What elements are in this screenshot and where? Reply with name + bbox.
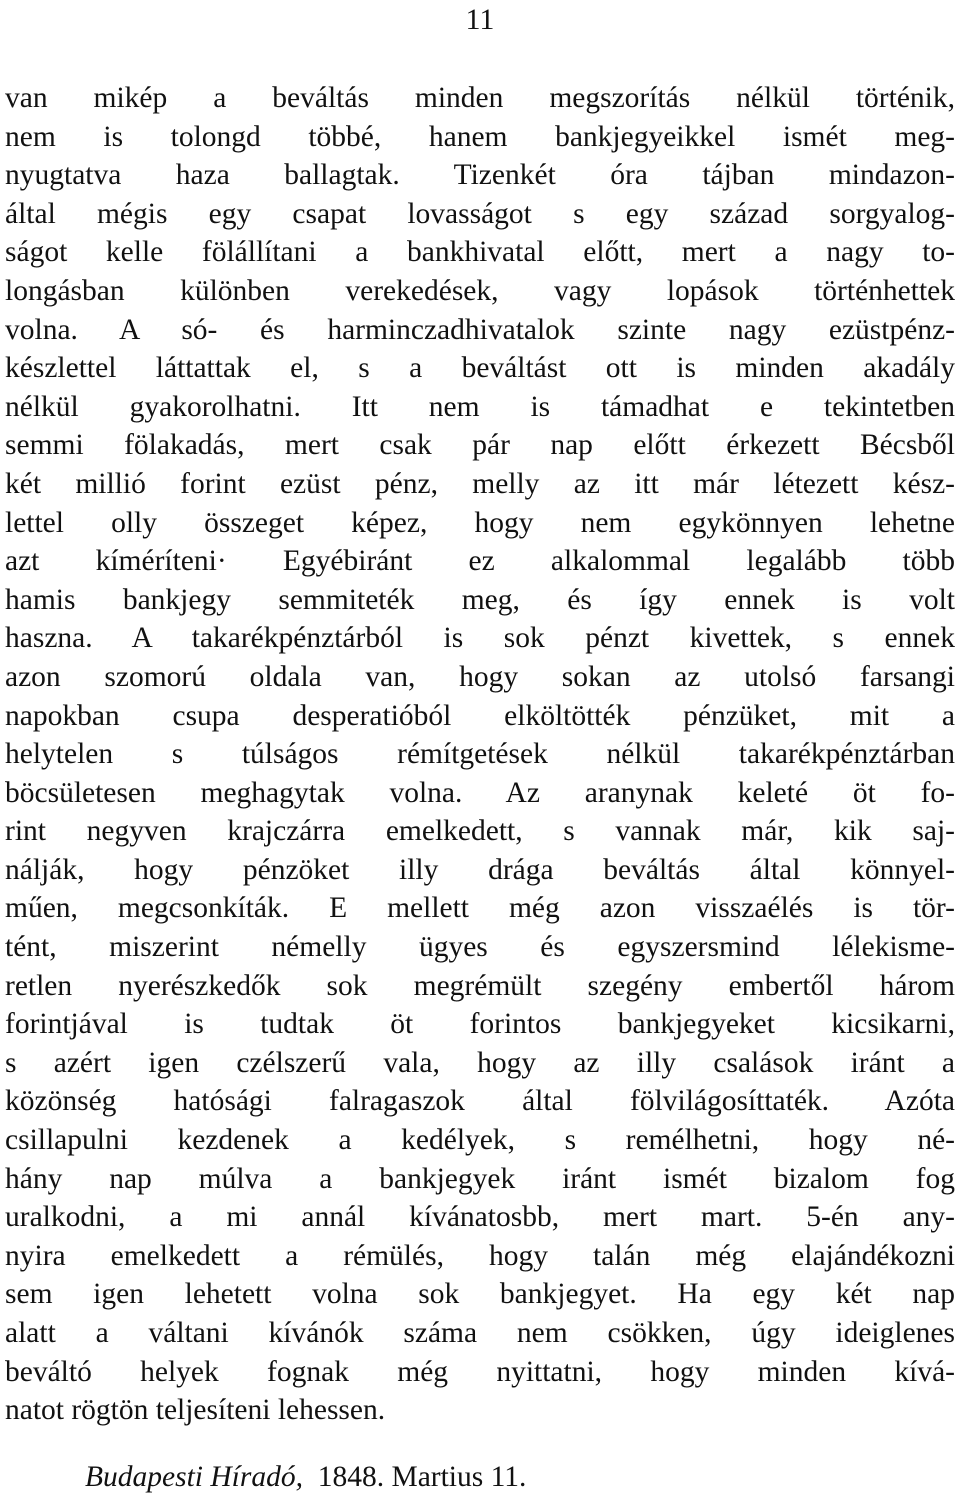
text-line: longásban különben verekedések, vagy lopások történhettek: [5, 274, 955, 307]
text-line: nálják, hogy pénzöket illy drága beváltás által könnyel-: [5, 853, 955, 886]
text-line: lettel olly összeget képez, hogy nem egykönnyen lehetne: [5, 506, 955, 539]
text-line: nyugtatva haza ballagtak. Tizenkét óra tájban mindazon-: [5, 159, 955, 192]
article-body: [5, 79, 955, 1430]
text-line: közönség hatósági falragaszok által fölvilágosíttaték. Azóta: [5, 1085, 955, 1118]
text-line: volna. A só- és harminczadhivatalok szinte nagy ezüstpénz-: [5, 313, 955, 346]
text-line: haszna. A takarékpénztárból is sok pénzt kivettek, s ennek: [5, 622, 955, 655]
text-line: natot rögtön teljesíteni lehessen.: [5, 1394, 386, 1427]
text-line: nélkül gyakorolhatni. Itt nem is támadhat e tekintetben: [5, 390, 955, 423]
text-line: tént, miszerint némelly ügyes és egyszersmind lélekisme-: [5, 931, 955, 964]
text-line: helytelen s túlságos rémítgetések nélkül takarékpénztárban: [5, 738, 955, 771]
text-line: retlen nyerészkedők sok megrémült szegény embertől három: [5, 969, 955, 1002]
text-line: s azért igen czélszerű vala, hogy az illy csalások iránt a: [5, 1046, 955, 1079]
text-line: semmi fölakadás, mert csak pár nap előtt érkezett Bécsből: [5, 429, 955, 462]
text-line: csillapulni kezdenek a kedélyek, s remélhetni, hogy né-: [5, 1124, 955, 1157]
text-line: hamis bankjegy semmiteték meg, és így ennek is volt: [5, 583, 955, 616]
text-line: böcsületesen meghagytak volna. Az aranynak keleté öt fo-: [5, 776, 955, 809]
text-line: műen, megcsonkíták. E mellett még azon visszaélés is tör-: [5, 892, 955, 925]
text-line: uralkodni, a mi annál kívánatosbb, mert mart. 5-én any-: [5, 1201, 955, 1234]
text-line: készlettel láttattak el, s a beváltást ott is minden akadály: [5, 352, 955, 385]
text-line: van mikép a beváltás minden megszorítás nélkül történik,: [5, 82, 955, 114]
text-line: nem is tolongd többé, hanem bankjegyeikkel ismét meg-: [5, 120, 955, 153]
text-line: nyira emelkedett a rémülés, hogy talán még elajándékozni: [5, 1239, 955, 1272]
text-line: azon szomorú oldala van, hogy sokan az utolsó farsangi: [5, 660, 955, 693]
text-line: sem igen lehetett volna sok bankjegyet. Ha egy két nap: [5, 1278, 955, 1311]
text-line: azt kíméríteni· Egyébiránt ez alkalommal legalább több: [5, 545, 955, 578]
citation-date: 1848. Martius 11.: [317, 1461, 527, 1493]
text-line: napokban csupa desperatióból elköltötték pénzüket, mit a: [5, 699, 955, 732]
citation: [85, 1457, 526, 1497]
text-line: ságot kelle fölállítani a bankhivatal előtt, mert a nagy to-: [5, 236, 955, 269]
text-line: beváltó helyek fognak még nyittatni, hogy minden kívá-: [5, 1355, 955, 1388]
text-line: által mégis egy csapat lovasságot s egy század sorgyalog-: [5, 197, 955, 230]
citation-source: Budapesti Híradó,: [85, 1461, 303, 1493]
text-line: forintjával is tudtak öt forintos bankjegyeket kicsikarni,: [5, 1008, 955, 1041]
text-line: hány nap múlva a bankjegyek iránt ismét bizalom fog: [5, 1162, 955, 1195]
page-number: 11: [465, 3, 495, 36]
text-line: alatt a váltani kívánók száma nem csökken, úgy ideiglenes: [5, 1317, 955, 1349]
text-line: két millió forint ezüst pénz, melly az itt már létezett kész-: [5, 467, 955, 500]
text-line: rint negyven krajczárra emelkedett, s vannak már, kik saj-: [5, 815, 955, 848]
